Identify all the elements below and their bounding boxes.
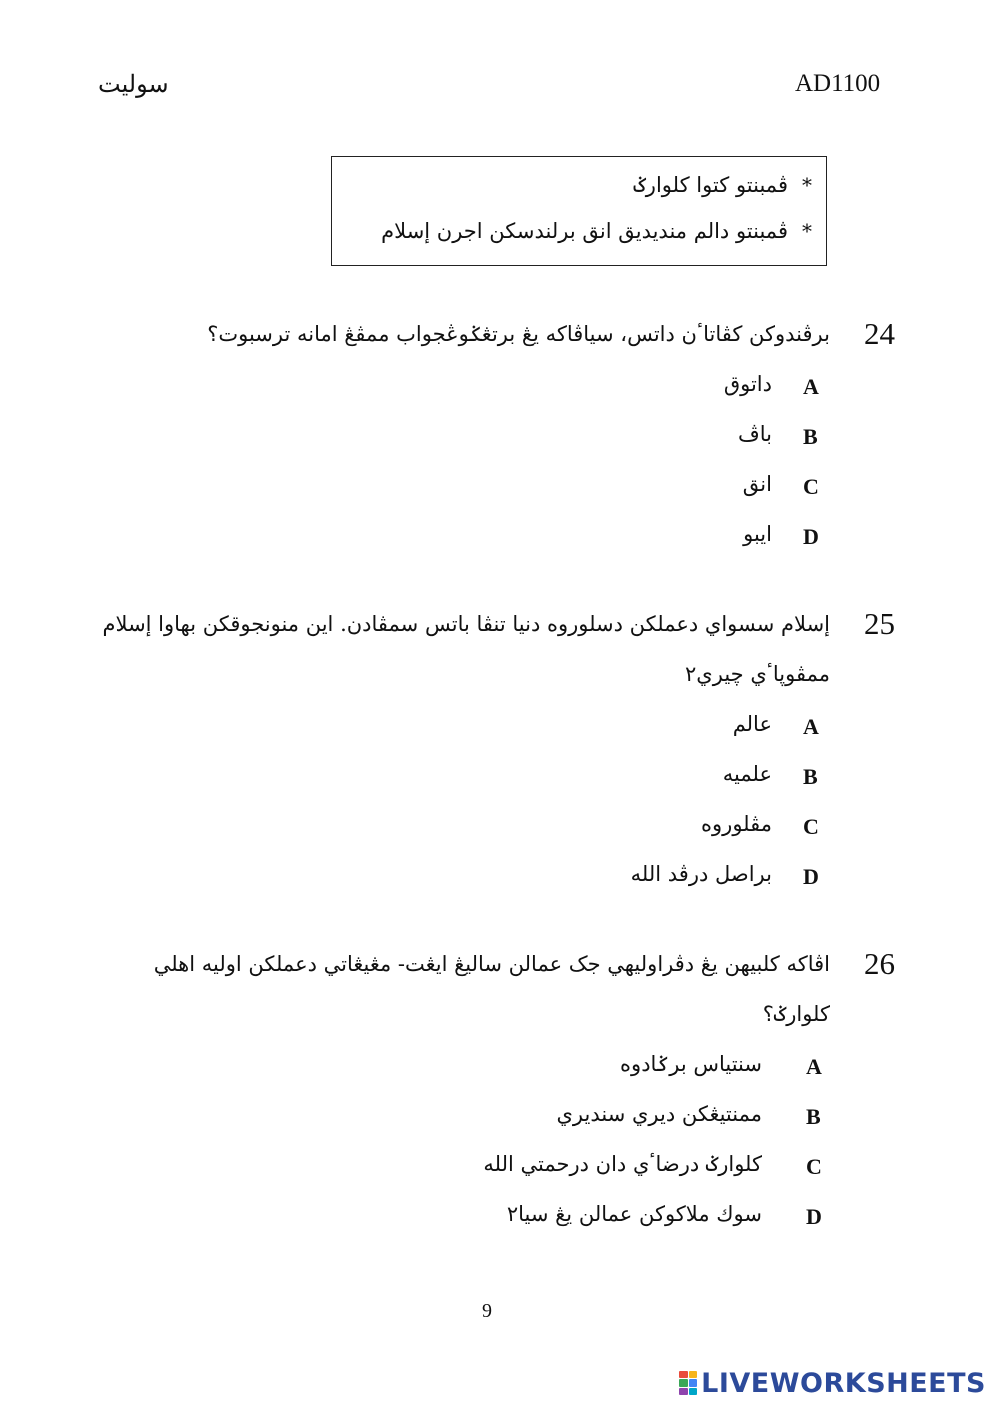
question-text: إسلام سسواي دعملكن دسلوروه دنيا تنڤا باتس سمڤادن. اين منونجوقكن بهاوا إسلام <box>102 612 830 636</box>
option-text[interactable]: مڤلوروه <box>701 812 772 836</box>
instruction-line <box>381 219 812 243</box>
bullet-star: * <box>802 219 812 243</box>
question-number: 26 <box>864 946 895 981</box>
option-letter: B <box>803 764 818 789</box>
option-letter: B <box>803 424 818 449</box>
question-text: كلوارݢ؟ <box>762 1002 830 1026</box>
logo-block <box>679 1388 688 1395</box>
question-number: 24 <box>864 316 895 351</box>
liveworksheets-logo-icon <box>679 1371 697 1395</box>
instruction-box <box>331 156 827 266</box>
logo-block <box>679 1379 688 1386</box>
instruction-line <box>634 173 813 197</box>
option-letter: C <box>806 1154 822 1179</box>
logo-block <box>689 1379 698 1386</box>
brand-name: LIVEWORKSHEETS <box>701 1367 986 1399</box>
option-letter: D <box>803 864 819 889</box>
header-code: AD1100 <box>795 70 881 97</box>
liveworksheets-brand[interactable] <box>679 1366 986 1400</box>
question-number: 25 <box>864 606 895 641</box>
question-text: اڤاكه كلبيهن يڠ دڤراوليهي جک عمالن ساليڠ ايڠت- مڠيڠاتي دعملكن اوليه اهلي <box>153 952 830 976</box>
option-letter: C <box>803 814 819 839</box>
option-text[interactable]: سنتياس برݢادوه <box>620 1052 762 1076</box>
header-subject: سوليت <box>98 70 169 98</box>
option-letter: D <box>803 524 819 549</box>
option-text[interactable]: عالم <box>732 712 772 736</box>
logo-block <box>689 1371 698 1378</box>
question-text: برڤندوكن كڤاتاٴن داتس، سياڤاكه يڠ برتڠݢوڠجواب ممڤڠ امانه ترسبوت؟ <box>207 322 830 346</box>
instruction-text: ڤمبنتو كتوا كلوارݢ <box>633 173 788 197</box>
option-letter: A <box>806 1054 822 1079</box>
logo-block <box>689 1388 698 1395</box>
option-text[interactable]: انق <box>742 472 772 496</box>
question-text: ممڤوڽاٴي چيري٢ <box>685 662 830 686</box>
option-text[interactable]: براصل درڤد الله <box>630 862 772 886</box>
option-text[interactable]: ايبو <box>743 522 772 546</box>
option-letter: B <box>806 1104 821 1129</box>
option-letter: A <box>803 374 819 399</box>
option-letter: A <box>803 714 819 739</box>
instruction-text: ڤمبنتو دالم منديديق انق برلندسكن اجرن إسلام <box>381 219 788 243</box>
logo-block <box>679 1371 688 1378</box>
option-text[interactable]: علميه <box>722 762 772 786</box>
option-text[interactable]: كلوارݢ درضاٴي دان درحمتي الله <box>483 1152 762 1176</box>
option-letter: D <box>806 1204 822 1229</box>
bullet-star: * <box>802 173 812 197</box>
option-text[interactable]: باڤ <box>737 422 772 446</box>
option-text[interactable]: ممنتيڠكن ديري سنديري <box>556 1102 762 1126</box>
option-text[interactable]: سوك ملاكوكن عمالن يڠ سيا٢ <box>506 1202 762 1226</box>
option-letter: C <box>803 474 819 499</box>
option-text[interactable]: داتوق <box>723 372 772 396</box>
page-number: 9 <box>482 1300 492 1322</box>
